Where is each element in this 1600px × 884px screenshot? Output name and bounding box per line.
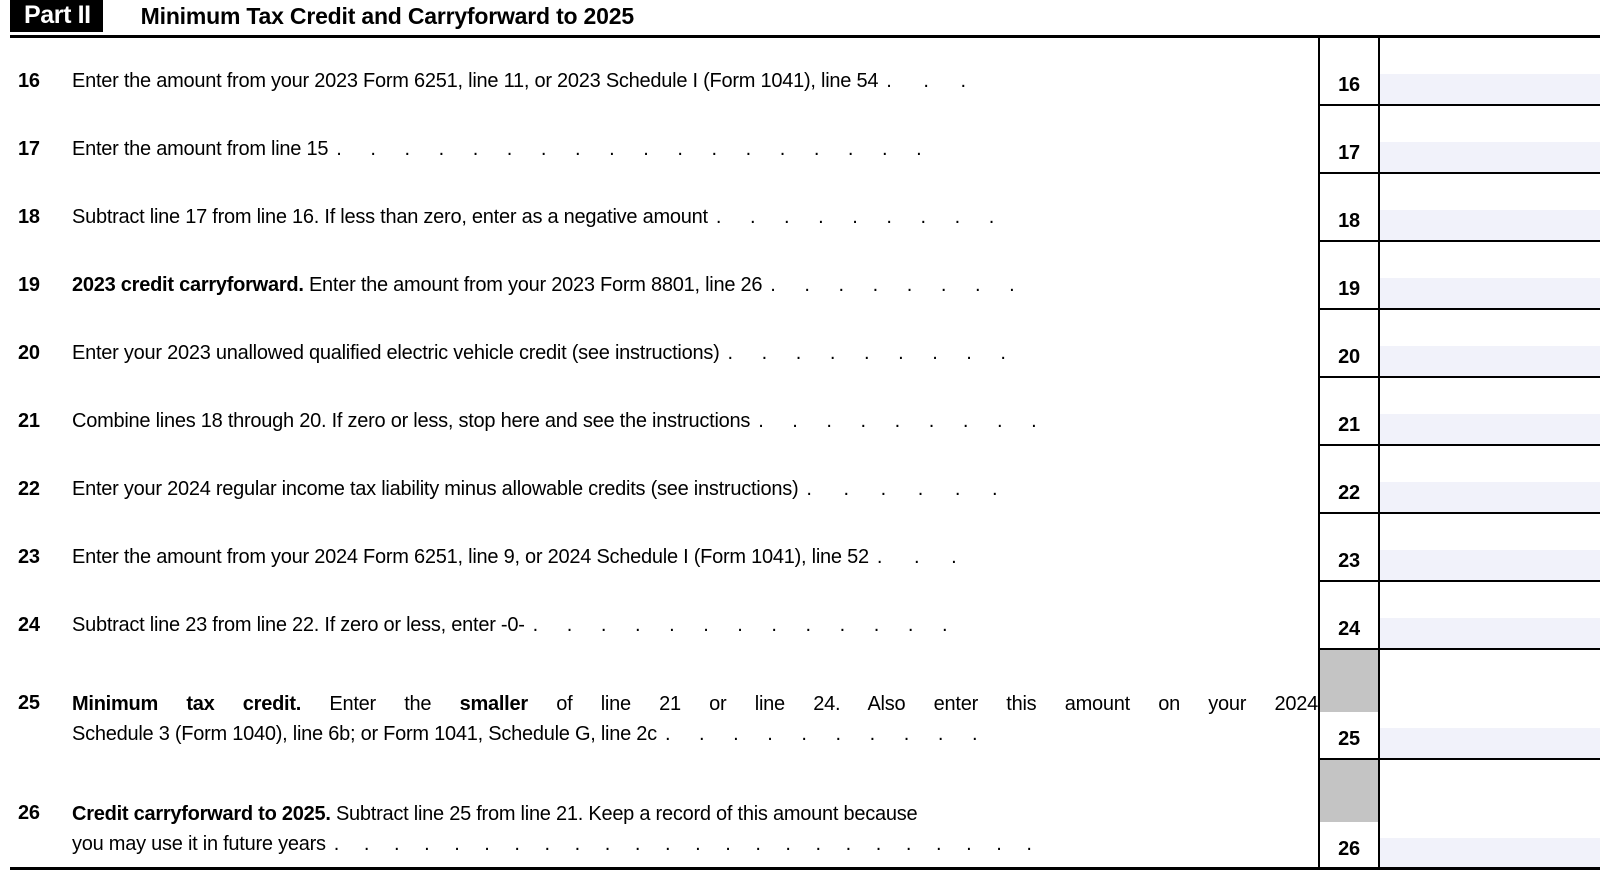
line-24-description-cell <box>0 582 1318 650</box>
line-25-description-cell <box>0 650 1318 760</box>
line-16-amount-input[interactable] <box>1380 38 1600 106</box>
line-26-number-column <box>1318 760 1380 870</box>
form-line-18 <box>0 174 1600 242</box>
line-16-number-column <box>1318 38 1380 106</box>
line-25-gray-block <box>1320 650 1378 712</box>
line-22-leader: . . . . . . <box>806 478 1011 500</box>
line-25-second-line: Schedule 3 (Form 1040), line 6b; or Form 1041, Schedule G, line 2c <box>72 723 657 745</box>
line-23-text <box>72 543 1318 571</box>
line-21-leader: . . . . . . . . . <box>758 410 1049 432</box>
line-19-number: 19 <box>18 274 40 296</box>
line-21-label: Combine lines 18 through 20. If zero or less, stop here and see the instructions <box>72 410 751 432</box>
line-25-run-1: Enter the <box>301 693 460 715</box>
line-22-number-col-label: 22 <box>1338 482 1360 504</box>
line-21-description-cell <box>0 378 1318 446</box>
line-19-amount-input[interactable] <box>1380 242 1600 310</box>
line-20-amount-fill <box>1380 346 1600 376</box>
form-line-16 <box>0 38 1600 106</box>
line-26-run-1: Subtract line 25 from line 21. Keep a record of this amount because <box>330 803 918 825</box>
form-line-19 <box>0 242 1600 310</box>
part-header <box>0 0 1600 38</box>
line-26-amount-input[interactable] <box>1380 760 1600 870</box>
line-16-description-cell <box>0 38 1318 106</box>
line-26-text <box>72 799 1318 859</box>
line-24-text <box>72 611 1318 639</box>
line-18-leader: . . . . . . . . . <box>715 206 1006 228</box>
line-22-text <box>72 475 1318 503</box>
line-18-amount-input[interactable] <box>1380 174 1600 242</box>
form-line-22 <box>0 446 1600 514</box>
line-18-text <box>72 203 1318 231</box>
line-18-description-cell <box>0 174 1318 242</box>
line-20-description-cell <box>0 310 1318 378</box>
line-22-amount-input[interactable] <box>1380 446 1600 514</box>
line-26-second-line: you may use it in future years <box>72 833 326 855</box>
line-21-number-column <box>1318 378 1380 446</box>
line-22-description-cell <box>0 446 1318 514</box>
line-17-number-col-label: 17 <box>1338 142 1360 164</box>
line-20-amount-input[interactable] <box>1380 310 1600 378</box>
line-23-amount-input[interactable] <box>1380 514 1600 582</box>
form-line-24 <box>0 582 1600 650</box>
line-22-number: 22 <box>18 478 40 500</box>
form-line-20 <box>0 310 1600 378</box>
line-19-amount-fill <box>1380 278 1600 308</box>
line-19-text <box>72 271 1318 299</box>
line-24-amount-input[interactable] <box>1380 582 1600 650</box>
line-24-leader: . . . . . . . . . . . . . <box>532 614 960 636</box>
line-21-number-col-label: 21 <box>1338 414 1360 436</box>
line-16-number: 16 <box>18 70 40 92</box>
form-line-17 <box>0 106 1600 174</box>
line-16-label: Enter the amount from your 2023 Form 6251, line 11, or 2023 Schedule I (Form 1041), line 54 <box>72 70 879 92</box>
line-19-bold-lead: 2023 credit carryforward. <box>72 274 304 296</box>
line-19-number-column <box>1318 242 1380 310</box>
line-18-number: 18 <box>18 206 40 228</box>
line-26-leader: . . . . . . . . . . . . . . . . . . . . . . . . <box>333 833 1042 855</box>
line-23-number-col-label: 23 <box>1338 550 1360 572</box>
line-21-amount-fill <box>1380 414 1600 444</box>
form-line-26 <box>0 760 1600 870</box>
line-17-label: Enter the amount from line 15 <box>72 138 329 160</box>
line-19-label: Enter the amount from your 2023 Form 8801, line 26 <box>303 274 763 296</box>
line-26-rule <box>10 867 1600 870</box>
line-26-gray-block <box>1320 760 1378 822</box>
line-25-bold-lead: Minimum tax credit. <box>72 693 302 715</box>
part-title: Minimum Tax Credit and Carryforward to 2025 <box>140 3 634 29</box>
line-25-leader: . . . . . . . . . . <box>664 723 990 745</box>
line-23-leader: . . . <box>876 546 970 568</box>
line-19-number-col-label: 19 <box>1338 278 1360 300</box>
line-23-amount-fill <box>1380 550 1600 580</box>
line-20-number-col-label: 20 <box>1338 346 1360 368</box>
line-24-label: Subtract line 23 from line 22. If zero or less, enter -0- <box>72 614 525 636</box>
line-26-amount-fill <box>1380 838 1600 868</box>
line-25-run-2: of line 21 or line 24. Also enter this amount on your 2024 <box>527 693 1318 715</box>
line-25-number: 25 <box>18 692 40 714</box>
line-23-number-column <box>1318 514 1380 582</box>
line-20-leader: . . . . . . . . . <box>727 342 1018 364</box>
line-17-amount-fill <box>1380 142 1600 172</box>
line-25-number-col-label: 25 <box>1338 728 1360 750</box>
line-16-text <box>72 67 1318 95</box>
line-25-text <box>72 689 1318 749</box>
line-24-number-col-label: 24 <box>1338 618 1360 640</box>
line-17-description-cell <box>0 106 1318 174</box>
line-25-amount-fill <box>1380 728 1600 758</box>
line-21-number: 21 <box>18 410 40 432</box>
line-26-number-col-label: 26 <box>1338 838 1360 860</box>
line-20-number: 20 <box>18 342 40 364</box>
line-21-amount-input[interactable] <box>1380 378 1600 446</box>
line-20-label: Enter your 2023 unallowed qualified electric vehicle credit (see instructions) <box>72 342 720 364</box>
line-17-number: 17 <box>18 138 40 160</box>
line-26-number: 26 <box>18 802 40 824</box>
line-16-leader: . . . <box>886 70 980 92</box>
line-23-description-cell <box>0 514 1318 582</box>
form-line-25 <box>0 650 1600 760</box>
line-17-amount-input[interactable] <box>1380 106 1600 174</box>
line-25-number-column <box>1318 650 1380 760</box>
form-line-23 <box>0 514 1600 582</box>
line-23-number: 23 <box>18 546 40 568</box>
line-18-number-column <box>1318 174 1380 242</box>
line-17-text <box>72 135 1318 163</box>
line-25-amount-input[interactable] <box>1380 650 1600 760</box>
line-20-number-column <box>1318 310 1380 378</box>
line-18-number-col-label: 18 <box>1338 210 1360 232</box>
line-17-number-column <box>1318 106 1380 174</box>
line-18-label: Subtract line 17 from line 16. If less than zero, enter as a negative amount <box>72 206 708 228</box>
line-26-bold-lead: Credit carryforward to 2025. <box>72 803 331 825</box>
line-22-amount-fill <box>1380 482 1600 512</box>
line-23-label: Enter the amount from your 2024 Form 6251, line 9, or 2024 Schedule I (Form 1041), line 52 <box>72 546 869 568</box>
line-16-amount-fill <box>1380 74 1600 104</box>
line-17-leader: . . . . . . . . . . . . . . . . . . <box>336 138 934 160</box>
part-number-badge: Part II <box>10 0 103 32</box>
line-25-bold-mid: smaller <box>459 693 528 715</box>
line-21-text <box>72 407 1318 435</box>
line-19-description-cell <box>0 242 1318 310</box>
line-24-amount-fill <box>1380 618 1600 648</box>
line-16-number-col-label: 16 <box>1338 74 1360 96</box>
form-lines <box>0 38 1600 870</box>
line-20-text <box>72 339 1318 367</box>
line-24-number: 24 <box>18 614 40 636</box>
line-19-leader: . . . . . . . . <box>770 274 1027 296</box>
line-22-number-column <box>1318 446 1380 514</box>
line-22-label: Enter your 2024 regular income tax liability minus allowable credits (see instructions) <box>72 478 799 500</box>
line-18-amount-fill <box>1380 210 1600 240</box>
line-24-number-column <box>1318 582 1380 650</box>
form-line-21 <box>0 378 1600 446</box>
line-26-description-cell <box>0 760 1318 870</box>
